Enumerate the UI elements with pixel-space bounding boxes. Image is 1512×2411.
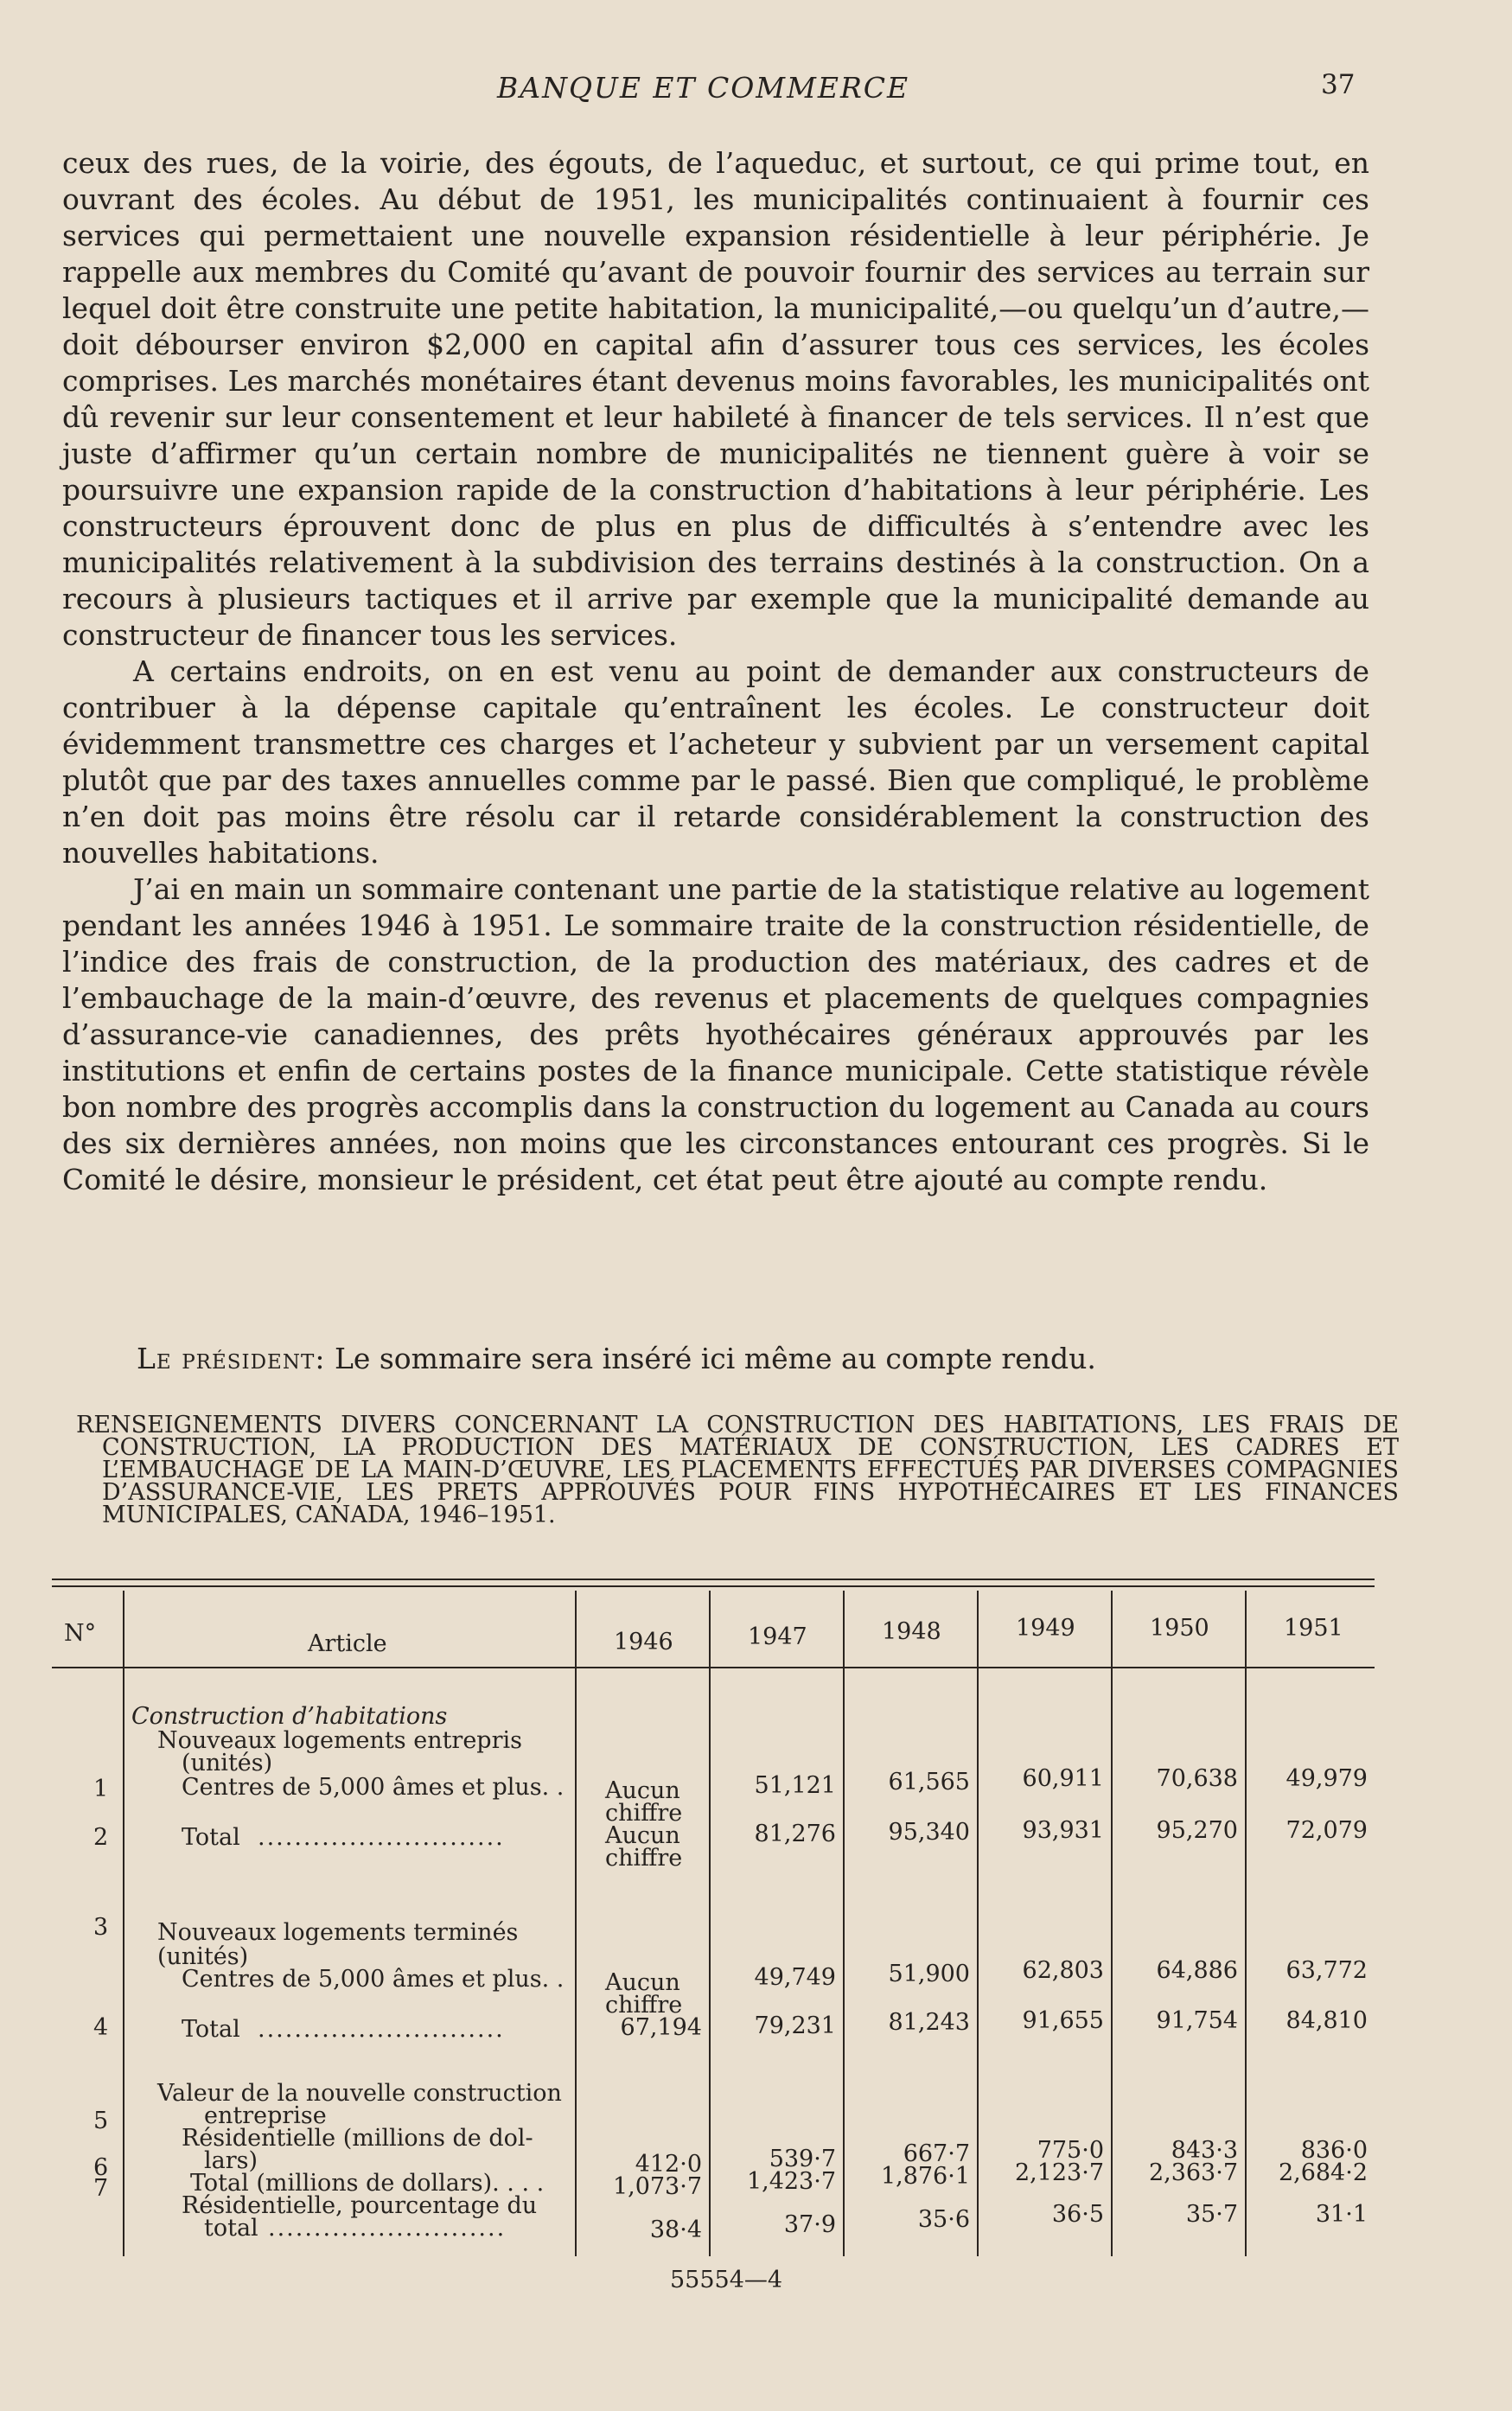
cell-1951: 31·1: [1315, 2201, 1368, 2228]
cell-1946: 412·0: [635, 2151, 702, 2178]
cell-1946: 1,073·7: [612, 2173, 702, 2200]
row-number: 1: [93, 1776, 109, 1802]
cell-1949: 775·0: [1037, 2137, 1104, 2164]
cell-1946: 67,194: [620, 2014, 702, 2041]
header-year-1948: 1948: [882, 1618, 941, 1645]
paragraph-2: A certains endroits, on en est venu au point de demander aux constructeurs de contribuer à la dépense capitale qu’entraînent les écoles. Le constructeur doit évidemment transmettre ces charges et l’acheteur y subvient par un versement capital plutôt que par des taxes annuelles comme par le passé. Bien que compliqué, le problème n’en doit pas moins être résolu car il retarde considérablement la construction des nouvelles habitations.: [62, 654, 1369, 870]
cell-1946: chiffre: [605, 1845, 683, 1872]
cell-1947: 1,423·7: [746, 2168, 836, 2195]
col-divider: [1111, 1591, 1113, 2256]
cell-1951: 72,079: [1286, 1817, 1368, 1844]
cell-1951: 49,979: [1286, 1765, 1368, 1792]
paragraph-1: ceux des rues, de la voirie, des égouts, de l’aqueduc, et surtout, ce qui prime tout, en ouvrant des écoles. Au début de 1951, les municipalités continuaient à fournir ces services qui permettaient une nouvelle expansion résidentielle à leur périphérie. Je rappelle aux membres du Comité qu’avant de pouvoir fournir des services au terrain sur lequel doit être construite une petite habitation, la municipalité,—ou quelqu’un d’autre,—doit débourser environ $2,000 en capital afin d’assurer tous ces services, les écoles comprises. Les marchés monétaires étant devenus moins favorables, les municipalités ont dû revenir sur leur consentement et leur habileté à financer de tels services. Il n’est que juste d’affirmer qu’un certain nombre de municipalités ne tiennent guère à voir se poursuivre une expansion rapide de la construction d’habitations à leur périphérie. Les constructeurs éprouvent donc de plus en plus de difficultés à s’entendre avec les municipalités relativement à la subdivision des terrains destinés à la construction. On a recours à plusieurs tactiques et il arrive par exemple que la municipalité demande au constructeur de financer tous les services.: [62, 146, 1369, 652]
col-divider: [709, 1591, 711, 2256]
row-number: 4: [93, 2014, 109, 2041]
row-label: Total: [182, 2016, 240, 2043]
statistics-table: [52, 1591, 1375, 2256]
row-label: Résidentielle (millions de dol-: [182, 2125, 533, 2152]
cell-1948: 61,565: [888, 1769, 970, 1795]
header-year-1950: 1950: [1150, 1615, 1209, 1642]
section-subtitle: Nouveaux logements entrepris: [157, 1727, 522, 1754]
cell-1950: 2,363·7: [1148, 2159, 1238, 2186]
speaker-text: Le sommaire sera inséré ici même au compte rendu.: [334, 1342, 1096, 1375]
cell-1951: 84,810: [1286, 2007, 1368, 2034]
leader-dots: ..........................: [268, 2215, 507, 2242]
cell-1950: 843·3: [1171, 2137, 1238, 2164]
row-label: Total: [182, 1824, 240, 1851]
section-subtitle: Valeur de la nouvelle construction: [157, 2080, 562, 2107]
header-article: Article: [308, 1630, 387, 1657]
table-caption: RENSEIGNEMENTS DIVERS CONCERNANT LA CONSTRUCTION DES HABITATIONS, LES FRAIS DE CONSTRUCTION, LA PRODUCTION DES MATÉRIAUX DE CONSTRUCTION, LES CADRES ET L’EMBAUCHAGE DE LA MAIN-D’ŒUVRE, LES PLACEMENTS EFFECTUÉS PAR DIVERSES COMPAGNIES D’ASSURANCE-VIE, LES PRETS APPROUVÉS POUR FINS HYPOTHÉCAIRES ET LES FINANCES MUNICIPALES, CANADA, 1946–1951.: [76, 1412, 1399, 1528]
row-number: 7: [93, 2175, 109, 2202]
president-statement: [137, 1342, 1096, 1375]
section-title: Construction d’habitations: [131, 1703, 448, 1730]
row-label: Total (millions de dollars). . . .: [190, 2170, 545, 2197]
cell-1949: 2,123·7: [1014, 2159, 1104, 2186]
cell-1950: 35·7: [1185, 2201, 1238, 2228]
header-year-1947: 1947: [748, 1623, 807, 1650]
cell-1947: 37·9: [783, 2211, 836, 2238]
col-divider: [977, 1591, 979, 2256]
col-divider: [123, 1591, 124, 2256]
cell-1946: chiffre: [605, 1992, 683, 2019]
cell-1951: 63,772: [1286, 1957, 1368, 1984]
row-number: 2: [93, 1824, 109, 1851]
cell-1950: 95,270: [1156, 1817, 1238, 1844]
cell-1946: Aucun: [605, 1822, 680, 1849]
cell-1948: 95,340: [888, 1819, 970, 1846]
cell-1946: 38·4: [649, 2216, 702, 2243]
cell-1949: 60,911: [1022, 1765, 1104, 1792]
print-code: 55554—4: [670, 2267, 783, 2293]
paragraph-3: J’ai en main un sommaire contenant une partie de la statistique relative au logement pendant les années 1946 à 1951. Le sommaire traite de la construction résidentielle, de l’indice des frais de construction, de la production des matériaux, des cadres et de l’embauchage de la main-d’œuvre, des revenus et placements de quelques compagnies d’assurance-vie canadiennes, des prêts hyothécaires généraux approuvés par les institutions et enfin de certains postes de la finance municipale. Cette statistique révèle bon nombre des progrès accomplis dans la construction du logement au Canada au cours des six dernières années, non moins que les circonstances entourant ces progrès. Si le Comité le désire, monsieur le président, cet état peut être ajouté au compte rendu.: [62, 872, 1369, 1196]
row-number: 5: [93, 2108, 109, 2134]
cell-1948: 51,900: [888, 1961, 970, 1987]
leader-dots: ...........................: [258, 1824, 505, 1851]
cell-1948: 667·7: [903, 2140, 970, 2167]
row-label: total: [204, 2215, 258, 2242]
cell-1950: 64,886: [1156, 1957, 1238, 1984]
cell-1946: chiffre: [605, 1800, 683, 1827]
running-header: BANQUE ET COMMERCE: [497, 71, 910, 105]
cell-1948: 35·6: [917, 2206, 970, 2233]
col-divider: [1245, 1591, 1247, 2256]
cell-1946: Aucun: [605, 1969, 680, 1996]
cell-1949: 36·5: [1051, 2201, 1104, 2228]
cell-1950: 70,638: [1156, 1765, 1238, 1792]
cell-1948: 81,243: [888, 2009, 970, 2036]
cell-1950: 91,754: [1156, 2007, 1238, 2034]
table-top-rule-2: [52, 1585, 1375, 1587]
cell-1949: 62,803: [1022, 1957, 1104, 1984]
table-top-rule: [52, 1579, 1375, 1580]
header-rule: [52, 1667, 1375, 1668]
header-year-1949: 1949: [1016, 1615, 1075, 1642]
cell-1947: 81,276: [754, 1821, 836, 1847]
row-label: Centres de 5,000 âmes et plus. .: [182, 1774, 565, 1801]
cell-1949: 91,655: [1022, 2007, 1104, 2034]
header-year-1946: 1946: [614, 1629, 673, 1655]
cell-1947: 51,121: [754, 1772, 836, 1799]
header-no: N°: [64, 1620, 97, 1647]
row-label: Centres de 5,000 âmes et plus. .: [182, 1966, 565, 1993]
cell-1946: Aucun: [605, 1777, 680, 1804]
body-text: [62, 145, 1369, 1198]
row-number: 3: [93, 1914, 109, 1941]
cell-1951: 836·0: [1300, 2137, 1368, 2164]
header-year-1951: 1951: [1284, 1615, 1343, 1642]
leader-dots: ...........................: [258, 2016, 505, 2043]
section-unit: (unités): [157, 1943, 249, 1970]
section-subtitle: Nouveaux logements terminés: [157, 1919, 519, 1946]
cell-1949: 93,931: [1022, 1817, 1104, 1844]
row-label: lars): [204, 2147, 258, 2174]
cell-1947: 539·7: [769, 2146, 836, 2172]
page-number: 37: [1321, 69, 1356, 100]
speaker-label: Le président:: [137, 1342, 326, 1375]
cell-1948: 1,876·1: [880, 2163, 970, 2190]
row-number: 6: [93, 2154, 109, 2181]
row-label: Résidentielle, pourcentage du: [182, 2192, 538, 2219]
cell-1947: 79,231: [754, 2012, 836, 2039]
col-divider: [575, 1591, 577, 2256]
col-divider: [843, 1591, 845, 2256]
section-unit: entreprise: [204, 2102, 327, 2129]
section-unit: (unités): [182, 1750, 273, 1776]
cell-1951: 2,684·2: [1278, 2159, 1368, 2186]
cell-1947: 49,749: [754, 1964, 836, 1991]
